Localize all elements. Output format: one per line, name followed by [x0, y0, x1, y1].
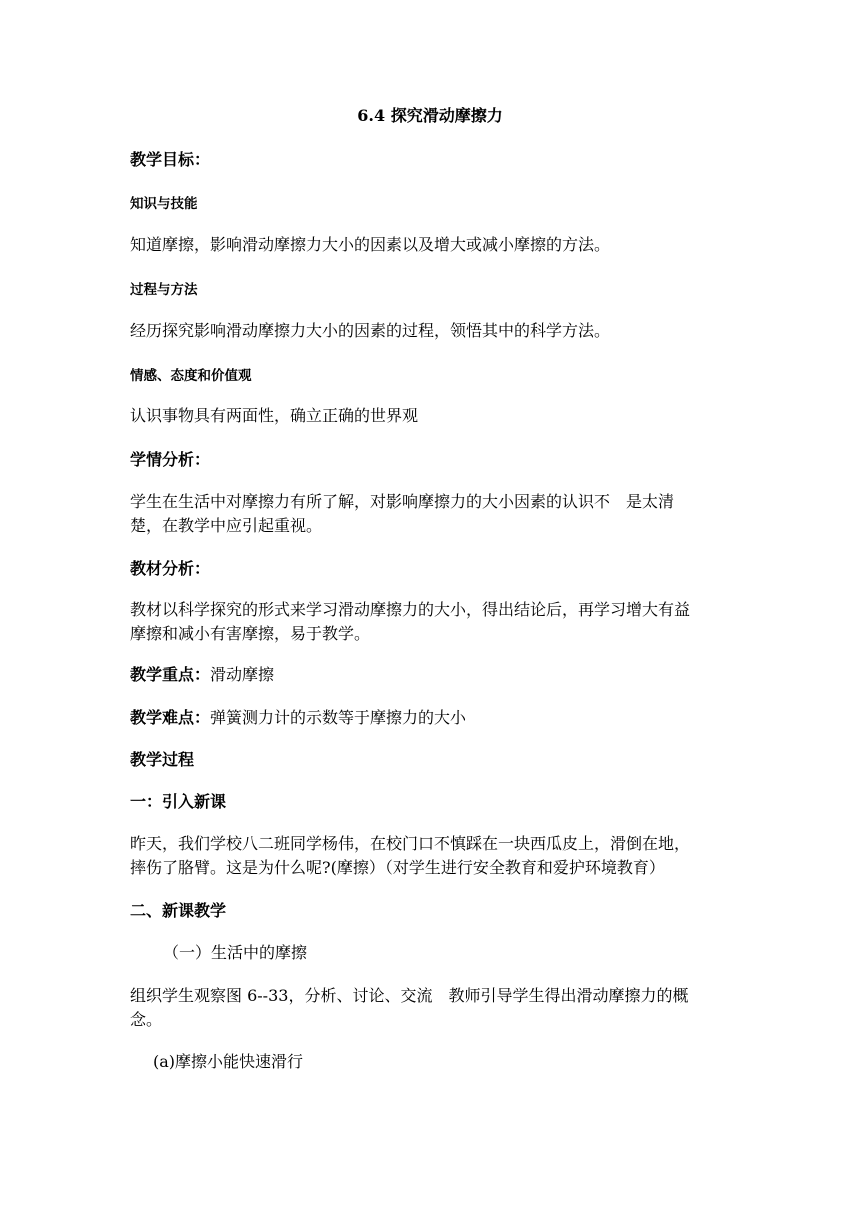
- intro-heading: 一：引入新课: [130, 792, 227, 811]
- new-lesson-heading: 二、新课教学: [130, 901, 227, 920]
- process-method-text: 经历探究影响滑动摩擦力大小的因素的过程，领悟其中的科学方法。: [130, 321, 611, 340]
- new-lesson-line-2: 念。: [130, 1010, 163, 1029]
- key-point-row: [130, 663, 730, 686]
- material-analysis-heading: 教材分析：: [130, 559, 211, 578]
- key-point-label: 教学重点：: [130, 665, 211, 684]
- teaching-process-heading: 教学过程: [130, 750, 195, 769]
- knowledge-text: 知道摩擦，影响滑动摩擦力大小的因素以及增大或减小摩擦的方法。: [130, 235, 611, 254]
- key-point-text: 滑动摩擦: [210, 665, 275, 684]
- process-method-heading: 过程与方法: [130, 282, 198, 298]
- material-analysis-line-2: 摩擦和减小有害摩擦，易于教学。: [130, 624, 371, 643]
- material-analysis-line-1: 教材以科学探究的形式来学习滑动摩擦力的大小，得出结论后，再学习增大有益: [130, 600, 691, 619]
- emotion-heading: 情感、态度和价值观: [130, 368, 252, 384]
- knowledge-heading: 知识与技能: [130, 196, 198, 212]
- student-analysis-line-1: 学生在生活中对摩擦力有所了解，对影响摩擦力的大小因素的认识不 是太清: [130, 492, 675, 511]
- page-title: 6.4 探究滑动摩擦力: [357, 106, 503, 125]
- new-lesson-line-1: 组织学生观察图 6--33，分析、讨论、交流 教师引导学生得出滑动摩擦力的概: [130, 986, 689, 1005]
- objectives-heading: 教学目标：: [130, 150, 211, 169]
- difficulty-row: [130, 706, 730, 729]
- new-lesson-item-a: (a)摩擦小能快速滑行: [153, 1052, 304, 1071]
- intro-line-2: 摔伤了胳臂。这是为什么呢?(摩擦）（对学生进行安全教育和爱护环境教育）: [130, 858, 665, 877]
- student-analysis-heading: 学情分析：: [130, 450, 211, 469]
- difficulty-text: 弹簧测力计的示数等于摩擦力的大小: [210, 708, 467, 727]
- emotion-text: 认识事物具有两面性，确立正确的世界观: [130, 406, 419, 425]
- new-lesson-subheading: （一）生活中的摩擦: [163, 943, 308, 962]
- difficulty-label: 教学难点：: [130, 708, 211, 727]
- intro-line-1: 昨天，我们学校八二班同学杨伟，在校门口不慎踩在一块西瓜皮上，滑倒在地，: [130, 834, 691, 853]
- student-analysis-line-2: 楚，在教学中应引起重视。: [130, 516, 323, 535]
